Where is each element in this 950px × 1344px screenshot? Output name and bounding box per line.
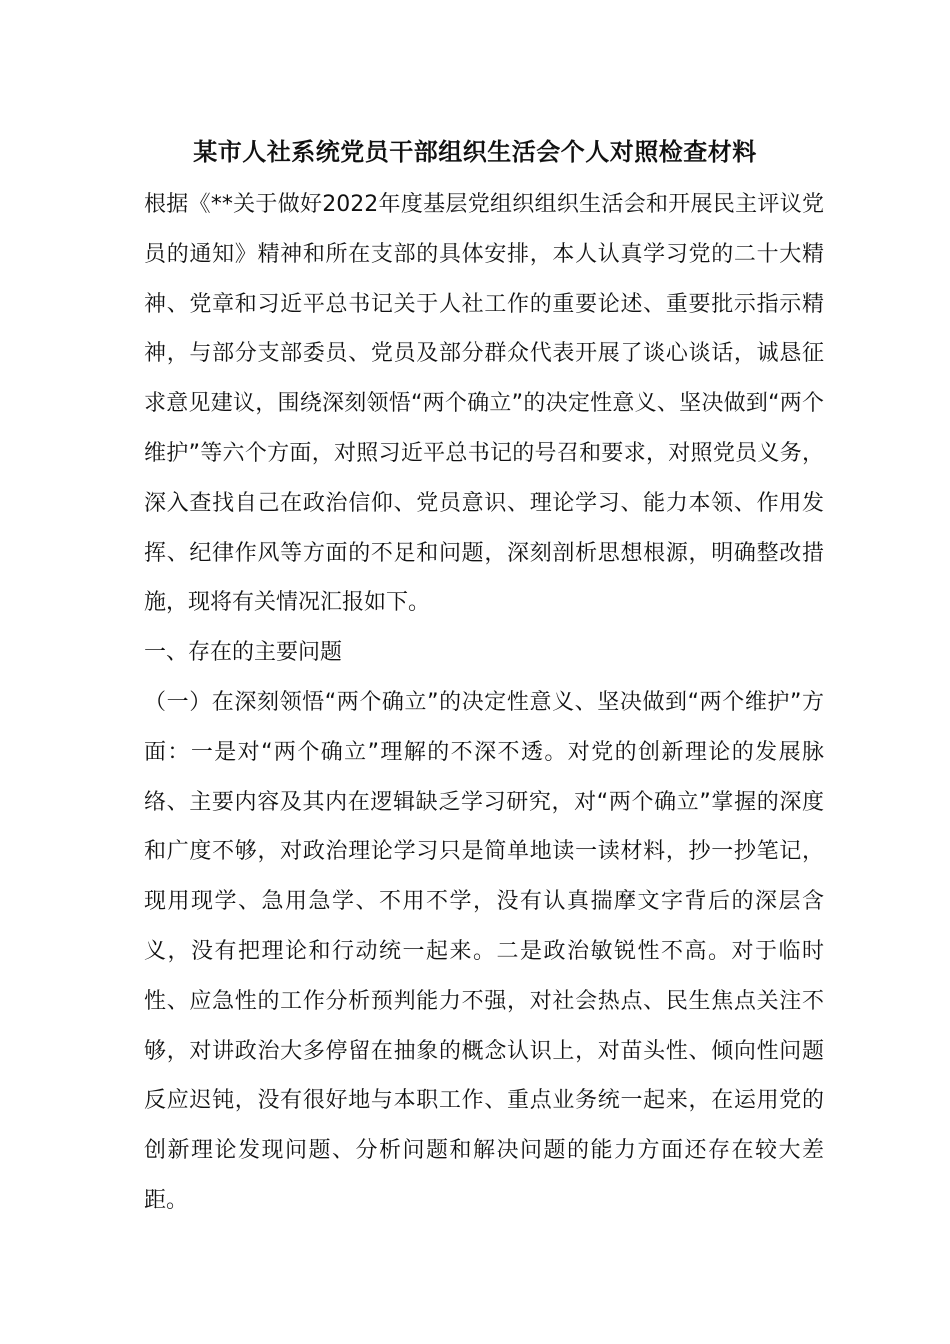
paragraph-intro: 根据《**关于做好2022年度基层党组织组织生活会和开展民主评议党员的通知》精神和所在支部的具体安排，本人认真学习党的二十大精神、党章和习近平总书记关于人社工作的重要论述、重要批示指示精神，与部分支部委员、党员及部分群众代表开展了谈心谈话，诚恳征求意见建议，围绕深刻领悟“两个确立”的决定性意义、坚决做到“两个维护”等六个方面，对照习近平总书记的号召和要求，对照党员义务，深入查找自己在政治信仰、党员意识、理论学习、能力本领、作用发挥、纪律作风等方面的不足和问题，深刻剖析思想根源，明确整改措施，现将有关情况汇报如下。 <box>144 192 824 616</box>
paragraph-issue-1: （一）在深刻领悟“两个确立”的决定性意义、坚决做到“两个维护”方面：一是对“两个确立”理解的不深不透。对党的创新理论的发展脉络、主要内容及其内在逻辑缺乏学习研究，对“两个确立”掌握的深度和广度不够，对政治理论学习只是简单地读一读材料，抄一抄笔记，现用现学、急用急学、不用不学，没有认真揣摩文字背后的深层含义，没有把理论和行动统一起来。二是政治敏锐性不高。对于临时性、应急性的工作分析预判能力不强，对社会热点、民生焦点关注不够，对讲政治大多停留在抽象的概念认识上，对苗头性、倾向性问题反应迟钝，没有很好地与本职工作、重点业务统一起来，在运用党的创新理论发现问题、分析问题和解决问题的能力方面还存在较大差距。 <box>144 689 824 1213</box>
document-body <box>144 180 824 1226</box>
document-title: 某市人社系统党员干部组织生活会个人对照检查材料 <box>193 138 757 166</box>
section-heading: 一、存在的主要问题 <box>144 640 343 666</box>
